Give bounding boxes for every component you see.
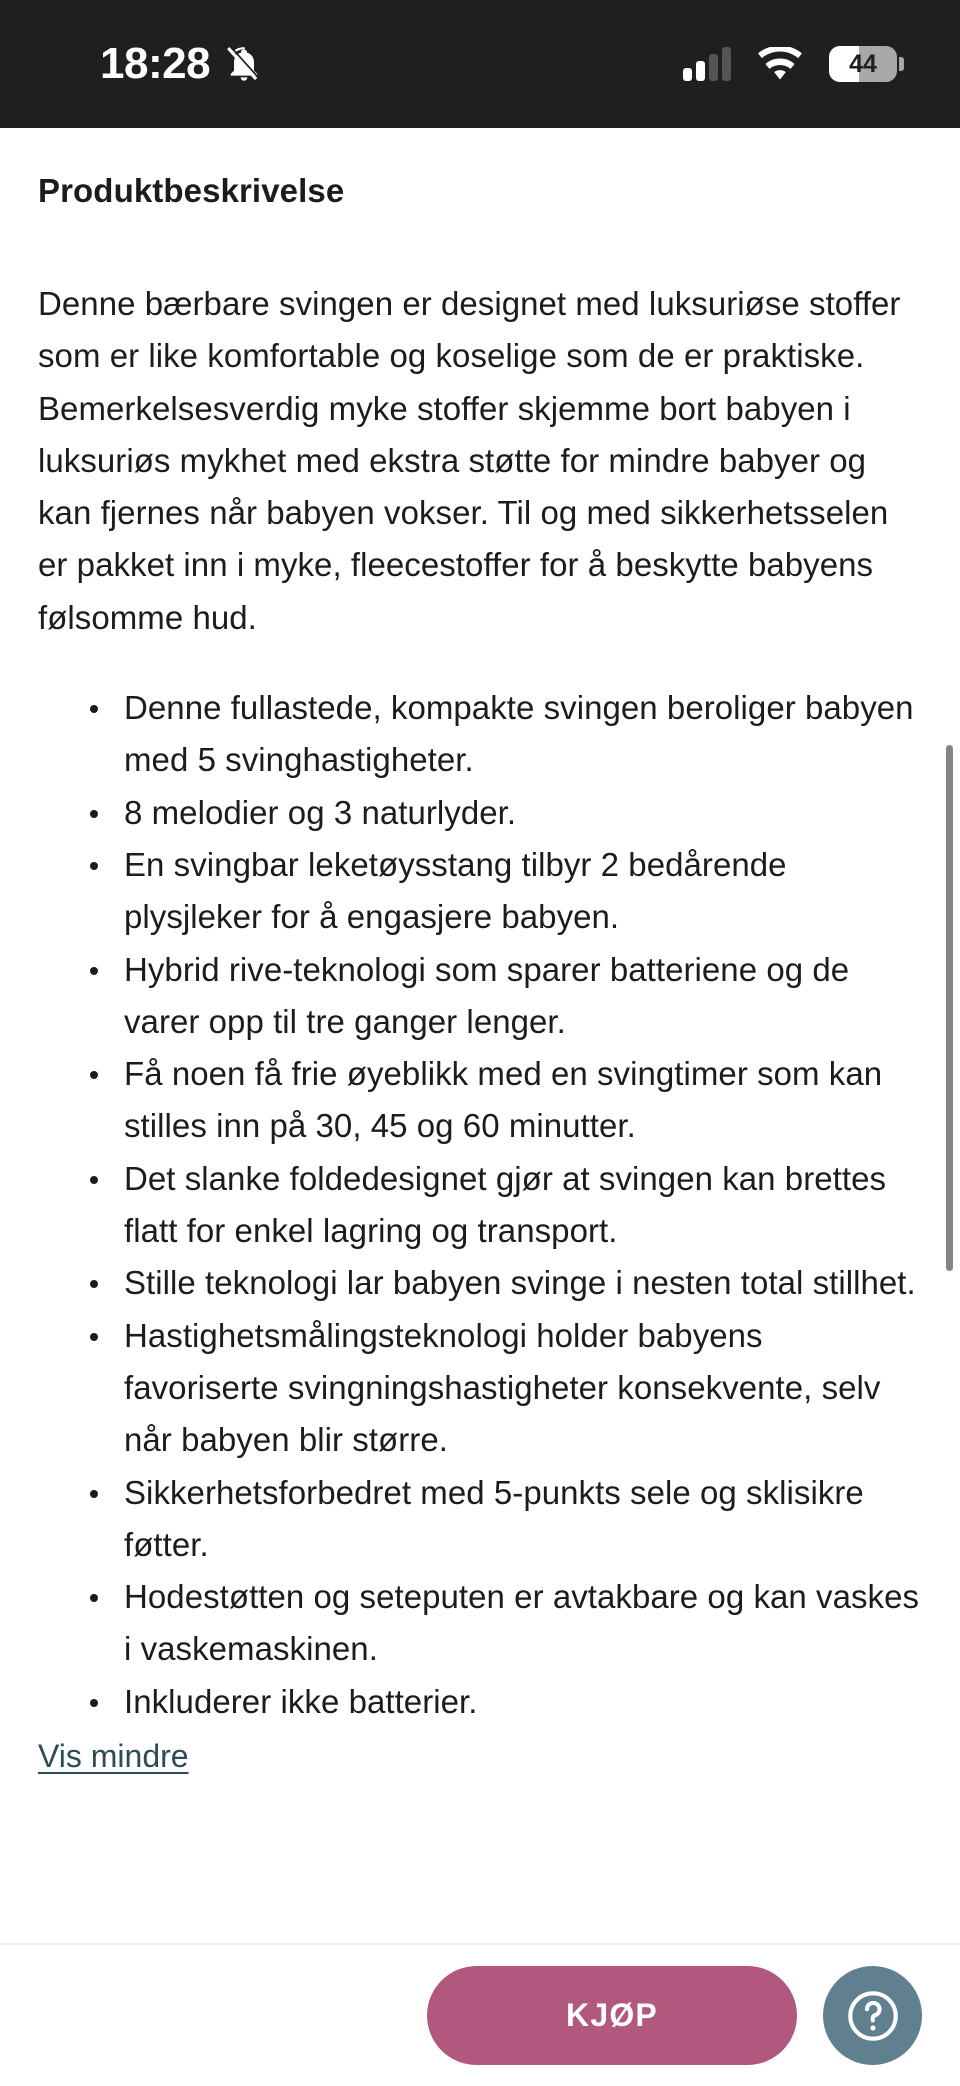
list-item: Denne fullastede, kompakte svingen beroliger babyen med 5 svinghastigheter. [84, 682, 920, 787]
show-less-link[interactable]: Vis mindre [38, 1738, 189, 1775]
battery-level-label: 44 [849, 49, 877, 78]
wifi-icon [757, 47, 803, 81]
list-item: Hybrid rive-teknologi som sparer batteriene og de varer opp til tre ganger lenger. [84, 944, 920, 1049]
list-item: Hastighetsmålingsteknologi holder babyens favoriserte svingningshastigheter konsekvente, selv når babyen blir større. [84, 1310, 920, 1467]
list-item: Stille teknologi lar babyen svinge i nesten total stillhet. [84, 1257, 920, 1309]
question-circle-icon [844, 1987, 902, 2045]
list-item: Hodestøtten og seteputen er avtakbare og kan vaskes i vaskemaskinen. [84, 1571, 920, 1676]
page-title: Produktbeskrivelse [38, 172, 345, 209]
cellular-signal-icon [683, 47, 731, 81]
product-feature-list [38, 682, 920, 1728]
product-intro-paragraph: Denne bærbare svingen er designet med luksuriøse stoffer som er like komfortable og koselige som de er praktiske. Bemerkelsesverdig myke stoffer skjemme bort babyen i luksuriøs mykhet med ekstra støtte for mindre babyer og kan fjernes når babyen vokser. Til og med sikkerhetsselen er pakket inn i myke, fleecestoffer for å beskytte babyens følsomme hud. [38, 285, 901, 636]
help-button[interactable] [823, 1966, 922, 2065]
list-item: Få noen få frie øyeblikk med en svingtimer som kan stilles inn på 30, 45 og 60 minutter. [84, 1048, 920, 1153]
list-item: Inkluderer ikke batterier. [84, 1676, 920, 1728]
status-bar-left [100, 39, 264, 88]
battery-nub [899, 57, 904, 71]
list-item: Det slanke foldedesignet gjør at svingen kan brettes flatt for enkel lagring og transport. [84, 1153, 920, 1258]
scrollbar-thumb[interactable] [946, 745, 953, 1271]
list-item: 8 melodier og 3 naturlyder. [84, 787, 920, 839]
bottom-action-bar [0, 1943, 960, 2086]
buy-button[interactable]: KJØP [427, 1966, 797, 2065]
bell-slash-icon [224, 42, 264, 86]
scrollbar-track[interactable] [946, 128, 954, 1943]
status-bar-right [683, 46, 904, 82]
status-bar [0, 0, 960, 128]
battery-indicator [829, 46, 904, 82]
list-item: Sikkerhetsforbedret med 5-punkts sele og sklisikre føtter. [84, 1467, 920, 1572]
product-description-scroll-area[interactable] [0, 128, 960, 1943]
list-item: En svingbar leketøysstang tilbyr 2 bedårende plysjleker for å engasjere babyen. [84, 839, 920, 944]
status-bar-clock: 18:28 [100, 39, 211, 88]
